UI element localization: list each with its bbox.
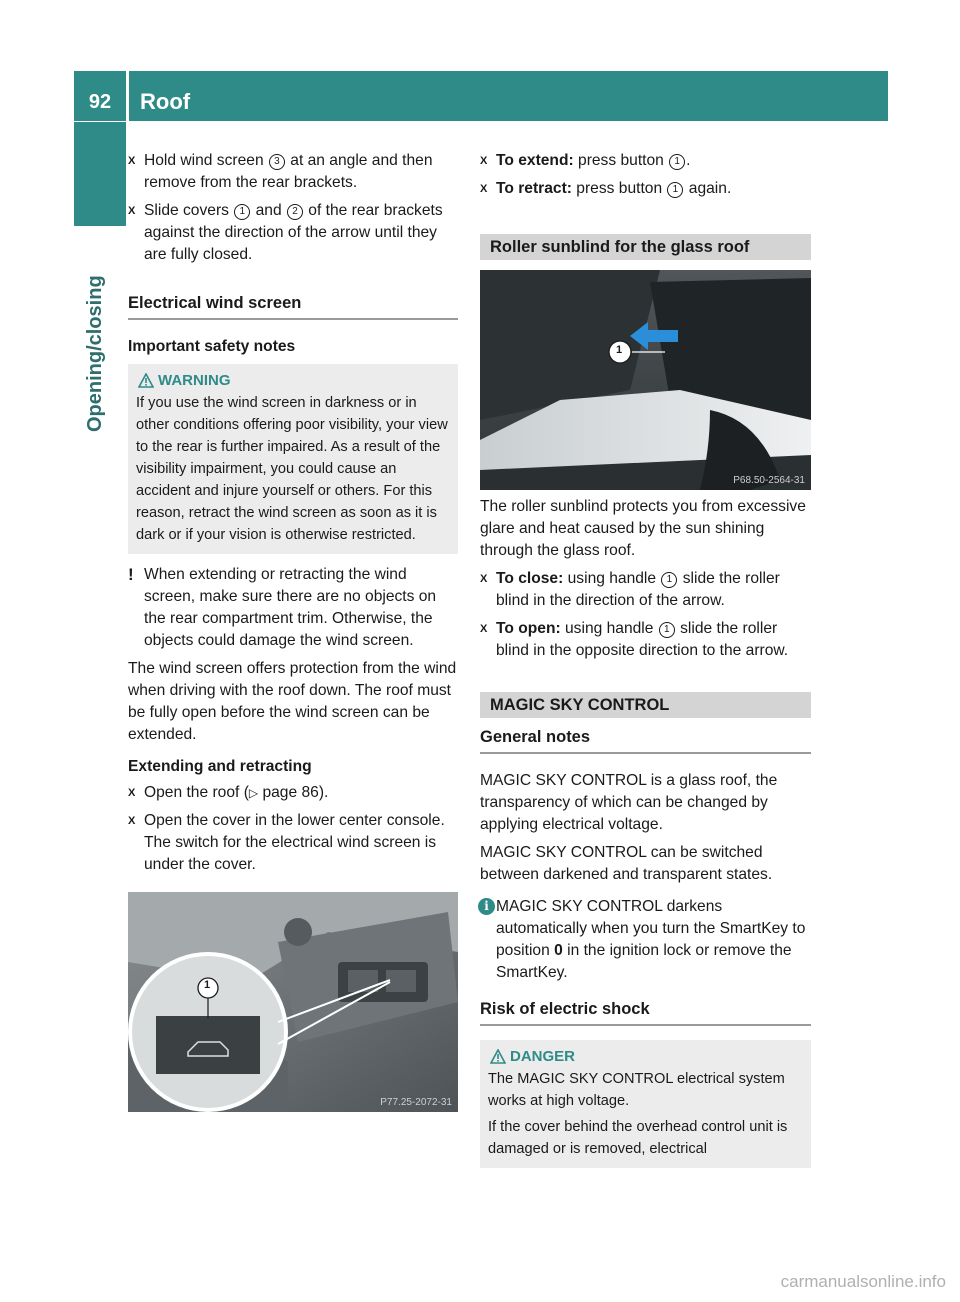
step-arrow-icon: X bbox=[128, 815, 136, 827]
wind-screen-paragraph: The wind screen offers protection from the wind when driving with the roof down. The roof must be fully open before the wind screen can be extended. bbox=[128, 660, 457, 743]
step-text: slide the roller blind in the opposite direction to the arrow. bbox=[496, 620, 789, 659]
subsection-safety-notes: Important safety notes bbox=[128, 338, 296, 355]
danger-text-2: If the cover behind the overhead control unit is damaged or is removed, electrical bbox=[488, 1119, 788, 1157]
warning-title bbox=[136, 370, 450, 392]
section-title-electrical-wind-screen: Electrical wind screen bbox=[128, 292, 458, 320]
step-to-extend bbox=[480, 150, 811, 172]
page-number: 92 bbox=[88, 91, 112, 113]
page-ref-icon: ▷ bbox=[248, 786, 259, 800]
figure-roller-sunblind bbox=[480, 270, 811, 490]
section-bar-roller-sunblind: Roller sunblind for the glass roof bbox=[480, 234, 811, 260]
figure-code: P68.50-2564-31 bbox=[733, 475, 805, 486]
step-text: Open the cover in the lower center console. The switch for the electrical wind screen is under the cover. bbox=[144, 812, 445, 873]
step-text: page 86). bbox=[258, 784, 329, 801]
caution-icon: ! bbox=[128, 565, 134, 584]
side-tab bbox=[84, 232, 114, 432]
section-title-general-notes: General notes bbox=[480, 726, 811, 754]
danger-text-1: The MAGIC SKY CONTROL electrical system works at high voltage. bbox=[488, 1071, 785, 1109]
step-to-open bbox=[480, 618, 811, 662]
step-text: press button bbox=[573, 152, 669, 169]
step-arrow-icon: X bbox=[128, 155, 136, 167]
step-label: To extend: bbox=[496, 152, 574, 169]
figure-center-console bbox=[128, 892, 458, 1112]
step-arrow-icon: X bbox=[128, 787, 136, 799]
danger-title bbox=[488, 1046, 803, 1068]
step-text: Open the roof ( bbox=[144, 784, 249, 801]
info-text: MAGIC SKY CONTROL darkens automatically when you turn the SmartKey to position bbox=[496, 898, 806, 959]
step-text: press button bbox=[571, 180, 667, 197]
step-label: To open: bbox=[496, 620, 561, 637]
step-arrow-icon: X bbox=[128, 205, 136, 217]
page-title: Roof bbox=[140, 89, 191, 114]
callout-1-icon: 1 bbox=[667, 182, 683, 198]
info-text-bold: 0 bbox=[554, 942, 563, 959]
step-to-retract bbox=[480, 178, 811, 200]
info-note bbox=[480, 896, 811, 984]
callout-1-icon: 1 bbox=[659, 622, 675, 638]
caution-note bbox=[128, 564, 458, 652]
info-text: in the ignition lock or remove the SmartKey. bbox=[496, 942, 792, 981]
step-arrow-icon: X bbox=[480, 183, 488, 195]
center-console-illustration bbox=[128, 892, 458, 1112]
caution-text: When extending or retracting the wind screen, make sure there are no objects on the rear compartment trim. Otherwise, the objects could damage the wind screen. bbox=[144, 566, 437, 649]
subsection-extending-retracting: Extending and retracting bbox=[128, 758, 312, 775]
sunblind-paragraph: The roller sunblind protects you from excessive glare and heat caused by the sun shining through the glass roof. bbox=[480, 498, 806, 559]
callout-2-icon: 2 bbox=[287, 204, 303, 220]
step-text: at an angle and then remove from the rear brackets. bbox=[144, 152, 433, 191]
callout-3-icon: 3 bbox=[269, 154, 285, 170]
step-text: . bbox=[686, 152, 691, 169]
step-open-cover bbox=[128, 810, 458, 876]
figure-callout: 1 bbox=[616, 344, 623, 356]
figure-code: P77.25-2072-31 bbox=[380, 1097, 452, 1108]
general-paragraph-1: MAGIC SKY CONTROL is a glass roof, the transparency of which can be changed by applying electrical voltage. bbox=[480, 772, 778, 833]
general-paragraph-2: MAGIC SKY CONTROL can be switched between darkened and transparent states. bbox=[480, 844, 773, 883]
step-arrow-icon: X bbox=[480, 155, 488, 167]
section-bar-magic-sky-control: MAGIC SKY CONTROL bbox=[480, 692, 811, 718]
step-label: To retract: bbox=[496, 180, 572, 197]
step-text: of the rear brackets against the direction of the arrow until they are fully closed. bbox=[144, 202, 443, 263]
step-text: slide the roller blind in the direction of the arrow. bbox=[496, 570, 780, 609]
step-arrow-icon: X bbox=[480, 573, 488, 585]
step-text: and bbox=[251, 202, 286, 219]
side-tab-label: Opening/closing bbox=[84, 275, 106, 432]
section-title-electric-shock: Risk of electric shock bbox=[480, 998, 811, 1026]
side-tab-block bbox=[74, 122, 126, 226]
watermark: carmanualsonline.info bbox=[780, 1272, 946, 1291]
sunblind-illustration bbox=[480, 270, 811, 490]
callout-1-icon: 1 bbox=[669, 154, 685, 170]
right-column bbox=[480, 150, 811, 1168]
warning-title-text: WARNING bbox=[158, 372, 231, 389]
figure-callout: 1 bbox=[204, 979, 211, 991]
callout-1-icon: 1 bbox=[661, 572, 677, 588]
step-hold-wind-screen bbox=[128, 150, 458, 194]
warning-text: If you use the wind screen in darkness or in other conditions offering poor visibility, your view to the rear is further impaired. As a result of the visibility impairment, you could cause an accident and injure yourself or others. For this reason, retract the wind screen as soon as it is dark or if your vision is otherwise restricted. bbox=[136, 395, 448, 543]
step-text: again. bbox=[684, 180, 732, 197]
step-open-roof bbox=[128, 782, 458, 804]
step-text: using handle bbox=[560, 620, 658, 637]
step-to-close bbox=[480, 568, 811, 612]
step-label: To close: bbox=[496, 570, 564, 587]
info-icon: i bbox=[478, 898, 495, 915]
step-text: using handle bbox=[563, 570, 661, 587]
danger-title-text: DANGER bbox=[510, 1048, 576, 1065]
warning-box bbox=[128, 364, 458, 554]
step-text: Hold wind screen bbox=[144, 152, 268, 169]
danger-triangle-icon bbox=[490, 1049, 506, 1064]
callout-1-icon: 1 bbox=[234, 204, 250, 220]
left-column bbox=[128, 150, 458, 1112]
header-divider bbox=[126, 71, 129, 121]
warning-triangle-icon bbox=[138, 373, 154, 388]
step-text: Slide covers bbox=[144, 202, 234, 219]
page-header bbox=[74, 71, 888, 121]
step-slide-covers bbox=[128, 200, 458, 266]
step-arrow-icon: X bbox=[480, 623, 488, 635]
danger-box bbox=[480, 1040, 811, 1168]
